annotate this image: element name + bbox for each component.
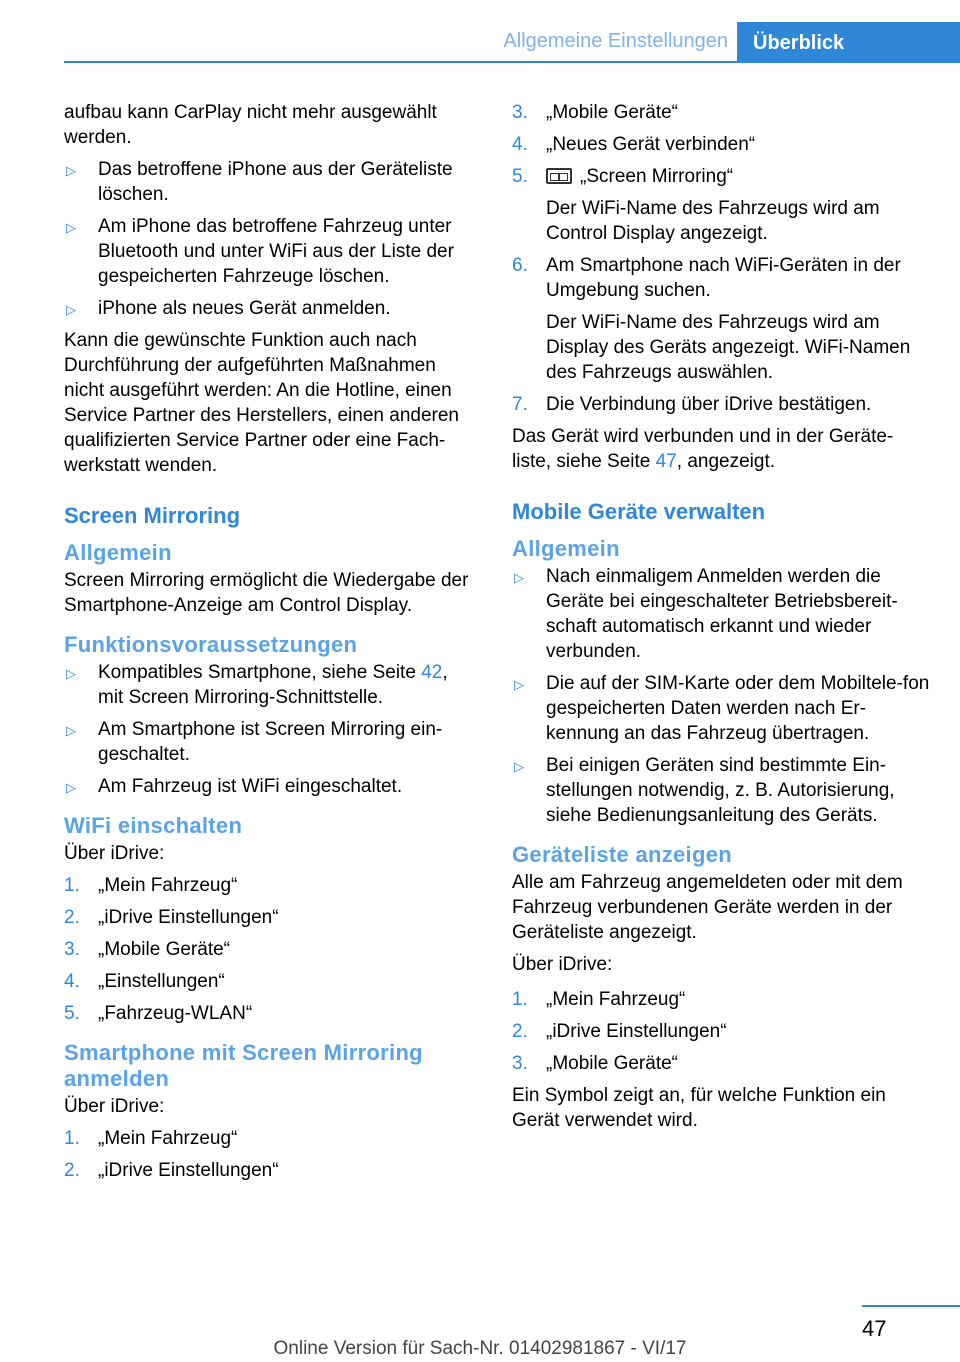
footer-version-text: Online Version für Sach-Nr. 01402981867 - VI/17 [273,1338,687,1359]
paragraph: Über iDrive: [64,1096,165,1117]
step-number: 3. [64,939,80,960]
step-number: 2. [64,1160,80,1181]
subheading-funktionsvoraussetzungen: Funktionsvoraussetzungen [64,632,358,657]
list-item: 1. „Mein Fahrzeug“ [64,1128,238,1149]
triangle-bullet-icon: ▷ [514,677,524,692]
paragraph: Über iDrive: [512,954,613,975]
list-item: ▷ iPhone als neues Gerät anmelden. [64,296,478,321]
page-number: 47 [862,1316,887,1341]
step-number: 4. [64,971,80,992]
numbered-list [64,1126,478,1183]
numbered-list [512,987,932,1076]
bullet-list [512,564,932,828]
step-number: 2. [64,907,80,928]
step-number: 1. [512,989,528,1010]
list-item: ▷ Nach einmaligem Anmelden werden die Geräte bei eingeschalteter Betriebsbereit-schaft automatisch erkannt und wieder verbunden. [514,566,898,662]
paragraph: Kann die gewünschte Funktion auch nach Durchführung der aufgeführten Maßnahmen nicht ausgeführt werden: An die Hotline, einen Service Partner des Herstellers, einen anderen qualifizierten Service Partner oder eine Fach-werkstatt wenden. [64,330,459,476]
list-item: ▷ Die auf der SIM-Karte oder dem Mobiltele-fon gespeicherten Daten werden nach Er-kennung an das Fahrzeug übertragen. [514,673,930,744]
triangle-bullet-icon: ▷ [514,570,524,585]
step-number: 1. [64,1128,80,1149]
step-number: 4. [512,134,528,155]
list-item: 5. „Screen Mirroring“ Der WiFi-Name des Fahrzeugs wird am Control Display angezeigt. [512,164,932,246]
step-number: 3. [512,102,528,123]
step-note: Der WiFi-Name des Fahrzeugs wird am Control Display angezeigt. [546,198,880,244]
screen-mirroring-icon [546,168,572,184]
step-number: 7. [512,394,528,415]
subheading-allgemein: Allgemein [64,540,172,565]
right-column [512,100,932,1140]
triangle-bullet-icon: ▷ [66,302,76,317]
step-number: 6. [512,255,528,276]
subheading-smartphone-anmelden: Smartphone mit Screen Mirroring anmelden [64,1040,423,1091]
step-number: 2. [512,1021,528,1042]
step-note: Der WiFi-Name des Fahrzeugs wird am Display des Geräts angezeigt. WiFi-Namen des Fahrzeugs auswählen. [546,312,911,383]
triangle-bullet-icon: ▷ [514,759,524,774]
list-item: 2. „iDrive Einstellungen“ [64,907,279,928]
list-item: 5. „Fahrzeug-WLAN“ [64,1003,253,1024]
list-item: ▷ Am Smartphone ist Screen Mirroring ein-geschaltet. [66,719,443,765]
list-item: 3. „Mobile Geräte“ [512,1053,678,1074]
step-number: 3. [512,1053,528,1074]
requirements-list [64,660,478,799]
list-item: 3. „Mobile Geräte“ [64,939,230,960]
page-header [0,0,960,62]
list-item: 2. „iDrive Einstellungen“ [512,1021,727,1042]
paragraph: Über iDrive: [64,843,165,864]
step-number: 1. [64,875,80,896]
subheading-allgemein: Allgemein [512,536,620,561]
list-item: 1. „Mein Fahrzeug“ [512,989,686,1010]
header-tab-uberblick[interactable]: Überblick [737,22,960,62]
triangle-bullet-icon: ▷ [66,220,76,235]
triangle-bullet-icon: ▷ [66,780,76,795]
paragraph: aufbau kann CarPlay nicht mehr ausgewählt werden. [64,102,437,148]
page-link-47[interactable]: 47 [655,451,677,472]
paragraph: Das Gerät wird verbunden und in der Geräte-liste, siehe Seite 47, angezeigt. [512,426,894,472]
list-item: ▷ Kompatibles Smartphone, siehe Seite 42, mit Screen Mirroring-Schnittstelle. [66,662,448,708]
section-heading-mobile-geraete: Mobile Geräte verwalten [512,499,766,524]
page-number-divider [862,1305,960,1307]
page-link-42[interactable]: 42 [421,662,443,683]
list-item: 7. Die Verbindung über iDrive bestätigen. [512,394,872,415]
list-item: ▷ Das betroffene iPhone aus der Geräteliste löschen. [66,159,453,205]
subheading-wifi-einschalten: WiFi einschalten [64,813,243,838]
triangle-bullet-icon: ▷ [66,723,76,738]
triangle-bullet-icon: ▷ [66,666,76,681]
list-item: 1. „Mein Fahrzeug“ [64,875,238,896]
list-item: 4. „Einstellungen“ [64,971,225,992]
list-item: 6. Am Smartphone nach WiFi-Geräten in der Umgebung suchen. Der WiFi-Name des Fahrzeugs wird am Display des Geräts angezeigt. WiFi-Namen des Fahrzeugs auswählen. [512,253,932,385]
step-number: 5. [512,166,528,187]
header-section-title: Allgemeine Einstellungen [503,30,728,52]
left-column [64,100,478,1190]
paragraph: Screen Mirroring ermöglicht die Wiedergabe der Smartphone-Anzeige am Control Display. [64,570,469,616]
triangle-bullet-icon: ▷ [66,163,76,178]
list-item: 2. „iDrive Einstellungen“ [64,1160,279,1181]
step-number: 5. [64,1003,80,1024]
paragraph: Alle am Fahrzeug angemeldeten oder mit dem Fahrzeug verbundenen Geräte werden in der Geräteliste angezeigt. [512,872,903,943]
list-item: 4. „Neues Gerät verbinden“ [512,134,756,155]
list-item: 3. „Mobile Geräte“ [512,102,678,123]
numbered-list [64,873,478,1026]
subheading-geraeteliste-anzeigen: Geräteliste anzeigen [512,842,732,867]
list-item: ▷ Am iPhone das betroffene Fahrzeug unter Bluetooth und unter WiFi aus der Liste der gespeicherten Fahrzeuge löschen. [66,216,454,287]
bullet-list [64,157,478,321]
numbered-list [512,100,932,417]
list-item: ▷ Am Fahrzeug ist WiFi eingeschaltet. [64,774,478,799]
list-item: ▷ Bei einigen Geräten sind bestimmte Ein-stellungen notwendig, z. B. Autorisierung, siehe Bedienungsanleitung des Geräts. [514,755,895,826]
paragraph: Ein Symbol zeigt an, für welche Funktion ein Gerät verwendet wird. [512,1085,886,1131]
section-heading-screen-mirroring: Screen Mirroring [64,503,241,528]
header-divider [64,61,960,63]
